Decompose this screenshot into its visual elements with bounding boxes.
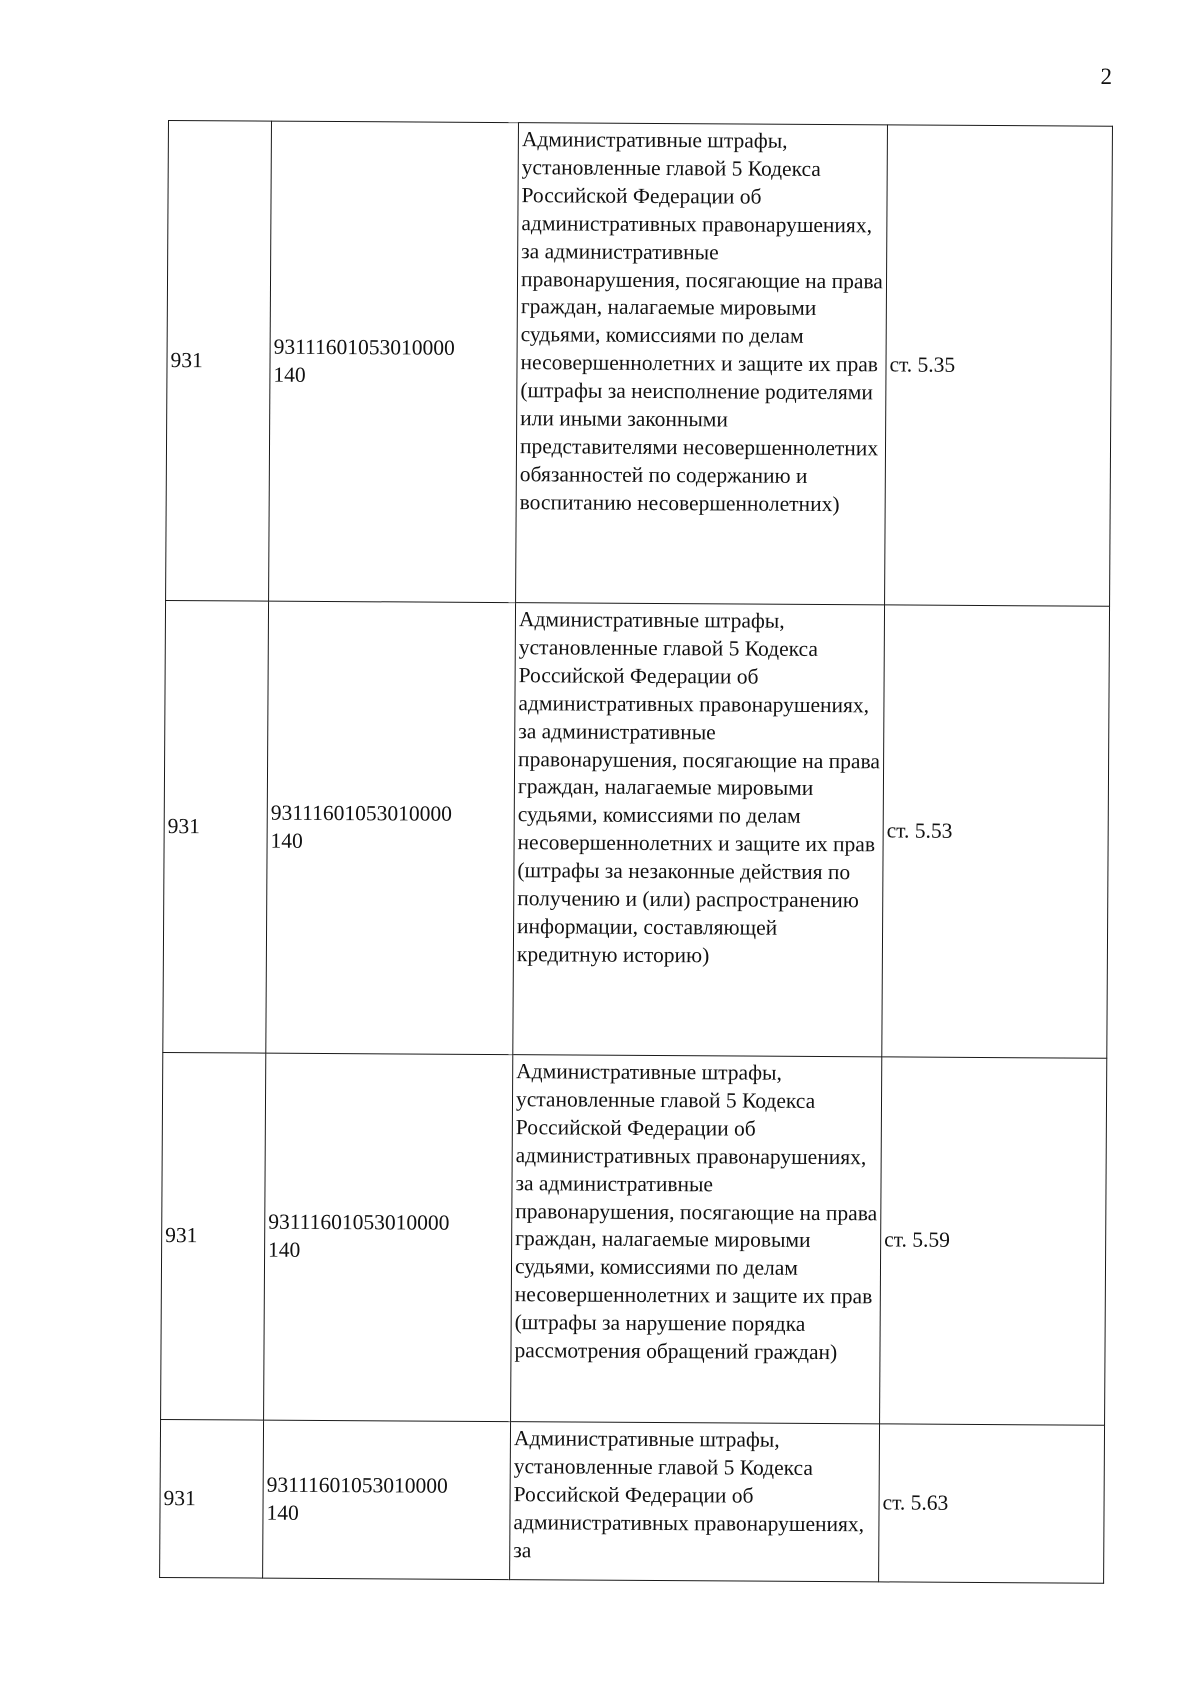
article-cell: ст. 5.53 — [882, 605, 1110, 1058]
fines-table — [159, 120, 1113, 1584]
description-cell: Административные штрафы, установленные главой 5 Кодекса Российской Федерации об административных правонарушениях, за административные правонарушения, посягающие на права граждан, налагаемые мировыми судьями, комиссиями по делам несовершеннолетних и защите их прав (штрафы за неисполнение родителями или иными законными представителями несовершеннолетних обязанностей по содержанию и воспитанию несовершеннолетних) — [516, 123, 888, 605]
page-number: 2 — [1100, 64, 1112, 89]
admin-code-cell: 931 — [163, 600, 269, 1053]
article-cell: ст. 5.59 — [880, 1057, 1107, 1425]
admin-code-cell: 931 — [166, 121, 272, 602]
table-row — [161, 1052, 1107, 1425]
admin-code-cell: 931 — [161, 1052, 266, 1420]
article-cell: ст. 5.63 — [879, 1424, 1105, 1583]
table-row — [160, 1419, 1105, 1583]
article-cell: ст. 5.35 — [885, 125, 1113, 606]
kbk-code-cell: 93111601053010000 140 — [269, 121, 519, 602]
kbk-code-cell: 93111601053010000 140 — [266, 601, 516, 1055]
description-cell: Административные штрафы, установленные главой 5 Кодекса Российской Федерации об административных правонарушениях, за административные правонарушения, посягающие на права граждан, налагаемые мировыми судьями, комиссиями по делам несовершеннолетних и защите их прав (штрафы за нарушение порядка рассмотрения обращений граждан) — [511, 1055, 882, 1424]
description-cell: Административные штрафы, установленные главой 5 Кодекса Российской Федерации об административных правонарушениях, за административные правонарушения, посягающие на права граждан, налагаемые мировыми судьями, комиссиями по делам несовершеннолетних и защите их прав (штрафы за незаконные действия по получению и (или) распространению информации, составляющей кредитную историю) — [513, 603, 885, 1057]
kbk-code-cell: 93111601053010000 140 — [264, 1053, 513, 1422]
table-row — [166, 121, 1113, 607]
table-row — [163, 600, 1110, 1058]
description-cell: Административные штрафы, установленные главой 5 Кодекса Российской Федерации об административных правонарушениях, за — [510, 1422, 880, 1582]
admin-code-cell: 931 — [160, 1419, 264, 1578]
kbk-code-cell: 93111601053010000 140 — [263, 1420, 511, 1580]
